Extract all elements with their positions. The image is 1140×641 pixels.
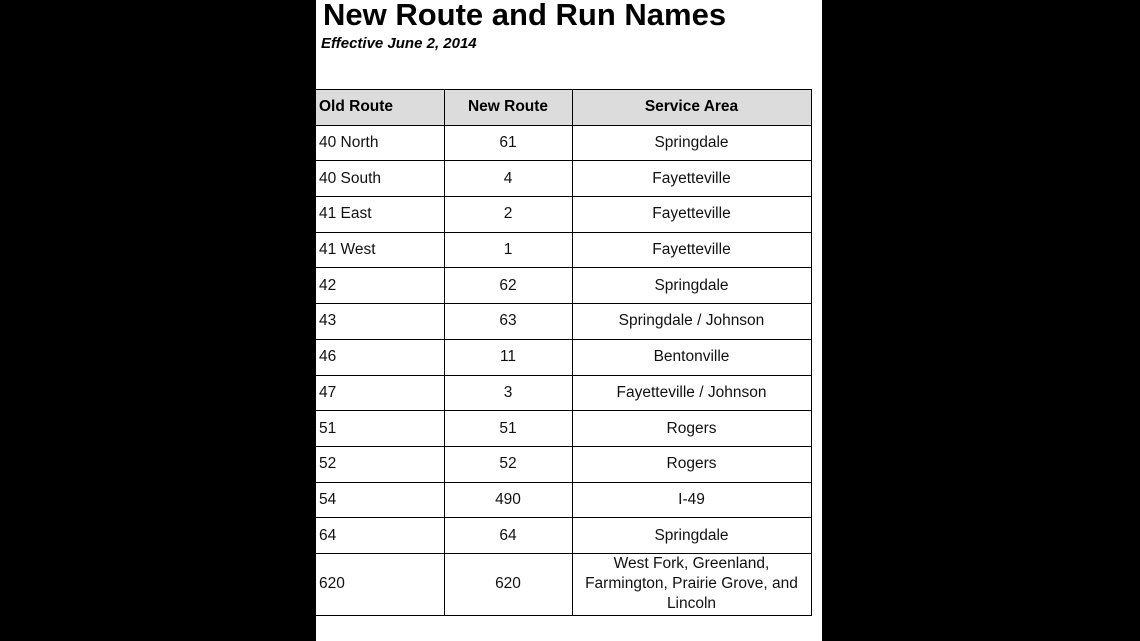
old-route-cell: 620 xyxy=(316,553,444,615)
table-row xyxy=(316,304,811,340)
table-row xyxy=(316,518,811,554)
new-route-cell: 4 xyxy=(444,161,572,197)
service-area-cell: Bentonville xyxy=(572,339,811,375)
old-route-cell: 46 xyxy=(316,339,444,375)
service-area-cell: Rogers xyxy=(572,411,811,447)
table-row xyxy=(316,268,811,304)
table-row xyxy=(316,446,811,482)
old-route-cell: 41 East xyxy=(316,197,444,233)
service-area-cell: West Fork, Greenland, Farmington, Prairie Grove, and Lincoln xyxy=(572,553,811,615)
service-area-cell: Springdale xyxy=(572,268,811,304)
service-area-cell: Springdale xyxy=(572,125,811,161)
old-route-cell: 40 North xyxy=(316,125,444,161)
new-route-cell: 62 xyxy=(444,268,572,304)
old-route-cell: 54 xyxy=(316,482,444,518)
new-route-cell: 3 xyxy=(444,375,572,411)
service-area-cell: Fayetteville / Johnson xyxy=(572,375,811,411)
header-old-route: Old Route xyxy=(316,90,444,126)
service-area-cell: Fayetteville xyxy=(572,232,811,268)
service-area-cell: Fayetteville xyxy=(572,161,811,197)
service-area-cell: Springdale xyxy=(572,518,811,554)
new-route-cell: 620 xyxy=(444,553,572,615)
old-route-cell: 47 xyxy=(316,375,444,411)
old-route-cell: 64 xyxy=(316,518,444,554)
old-route-cell: 40 South xyxy=(316,161,444,197)
old-route-cell: 43 xyxy=(316,304,444,340)
service-area-cell: Rogers xyxy=(572,446,811,482)
table-header-row xyxy=(316,90,811,126)
old-route-cell: 52 xyxy=(316,446,444,482)
route-table xyxy=(316,89,812,616)
table-row xyxy=(316,339,811,375)
table-row xyxy=(316,161,811,197)
new-route-cell: 11 xyxy=(444,339,572,375)
table-row xyxy=(316,232,811,268)
new-route-cell: 52 xyxy=(444,446,572,482)
header-service-area: Service Area xyxy=(572,90,811,126)
table-row xyxy=(316,197,811,233)
table-row xyxy=(316,482,811,518)
table-row xyxy=(316,411,811,447)
old-route-cell: 42 xyxy=(316,268,444,304)
old-route-cell: 41 West xyxy=(316,232,444,268)
new-route-cell: 51 xyxy=(444,411,572,447)
effective-date: Effective June 2, 2014 xyxy=(321,35,477,52)
old-route-cell: 51 xyxy=(316,411,444,447)
document-title: New Route and Run Names xyxy=(323,0,727,32)
table-row xyxy=(316,375,811,411)
header-new-route: New Route xyxy=(444,90,572,126)
service-area-cell: Fayetteville xyxy=(572,197,811,233)
table-row xyxy=(316,553,811,615)
document-page xyxy=(316,0,822,641)
new-route-cell: 1 xyxy=(444,232,572,268)
service-area-cell: I-49 xyxy=(572,482,811,518)
service-area-cell: Springdale / Johnson xyxy=(572,304,811,340)
new-route-cell: 64 xyxy=(444,518,572,554)
new-route-cell: 63 xyxy=(444,304,572,340)
new-route-cell: 61 xyxy=(444,125,572,161)
new-route-cell: 490 xyxy=(444,482,572,518)
new-route-cell: 2 xyxy=(444,197,572,233)
table-row xyxy=(316,125,811,161)
